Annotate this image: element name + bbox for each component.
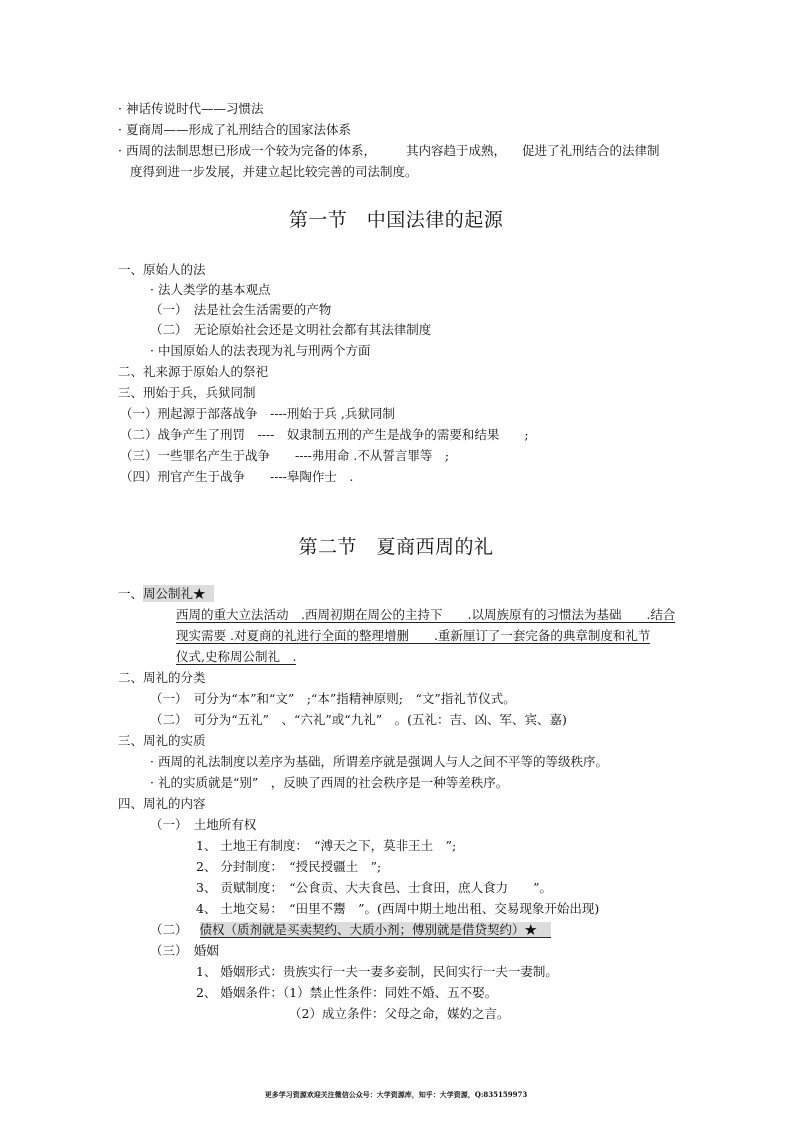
s2-paragraph-underlined-2: 现实需要 .对夏商的礼进行全面的整理增删 .重新厘订了一套完备的典章制度和礼节	[176, 628, 651, 643]
s2-heading-essence: 三、周礼的实质	[118, 733, 206, 748]
section-1-title: 第一节 中国法律的起源	[288, 209, 504, 231]
s2-classification-2: （二） 可分为“五礼” 、“六礼”或“九礼” 。(五礼：吉、凶、军、宾、嘉)	[150, 712, 567, 727]
intro-line-part-1: · 西周的法制思想已形成一个较为完备的体系，	[118, 143, 376, 158]
s1-heading-primitive-law: 一、原始人的法	[118, 262, 206, 277]
intro-line-part-2: 其内容趋于成熟，	[405, 143, 506, 158]
s1-ritual-and-punishment: · 中国原始人的法表现为礼与刑两个方面	[150, 343, 371, 358]
s2-essence-2: · 礼的实质就是“别” ，反映了西周的社会秩序是一种等差秩序。	[150, 775, 509, 790]
s1-heading-punishment-origin: 三、刑始于兵，兵狱同制	[118, 385, 256, 400]
s2-heading-duke-zhou	[118, 586, 214, 602]
s1-punishment-item-1: （一）刑起源于部落战争 ----刑始于兵 ,兵狱同制	[120, 406, 395, 421]
s2-heading-classification: 二、周礼的分类	[118, 670, 206, 685]
s2-heading-number: 一、	[118, 586, 144, 601]
s2-marriage-item-1: 1、 婚姻形式：贵族实行一夫一妻多妾制，民间实行一夫一妻制。	[196, 964, 558, 979]
s2-marriage-item-3: （2）成立条件：父母之命，媒妁之言。	[289, 1006, 510, 1021]
s2-heading-highlight: 周公制礼★	[143, 585, 214, 602]
s1-heading-ritual-origin: 二、礼来源于原始人的祭祀	[118, 364, 269, 379]
s2-land-item-4: 4、 土地交易： “田里不鬻 ”。(西周中期土地出租、交易现象开始出现)	[196, 901, 600, 916]
section-2-title: 第二节 夏商西周的礼	[298, 536, 494, 558]
s2-essence-1: · 西周的礼法制度以差序为基础，所谓差序就是强调人与人之间不平等的等级秩序。	[150, 754, 608, 769]
page-footer: 更多学习资源欢迎关注微信公众号：大学资源库，知乎：大学资源，Q:835159973	[264, 1090, 528, 1099]
s2-content-land: （一） 土地所有权	[150, 817, 257, 832]
s2-content-marriage: （三） 婚姻	[150, 943, 219, 958]
s1-anthropology-view: · 法人类学的基本观点	[150, 282, 271, 297]
s2-land-item-2: 2、 分封制度： “授民授疆土 ”;	[196, 859, 382, 874]
intro-line-myth: · 神话传说时代——习惯法	[118, 101, 264, 116]
s2-land-item-3: 3、 贡赋制度： “公食贡、大夫食邑、士食田，庶人食力 ”。	[196, 880, 552, 895]
s2-marriage-item-2: 2、 婚姻条件：（1）禁止性条件：同姓不婚、五不娶。	[196, 985, 498, 1000]
s1-punishment-item-4: （四）刑官产生于战争 ----皋陶作士 .	[120, 469, 354, 484]
s2-debt-highlight: 债权（质剂就是买卖契约、大质小剂；傅别就是借贷契约）★	[200, 922, 552, 938]
intro-line-continued: 度得到进一步发展，并建立起比较完善的司法制度。	[130, 164, 418, 179]
s2-land-item-1: 1、 土地王有制度： “溥天之下，莫非王土 ”;	[196, 838, 457, 853]
s2-heading-content: 四、周礼的内容	[118, 796, 206, 811]
s2-paragraph-line-1	[176, 607, 675, 623]
s2-classification-1: （一） 可分为“本”和“文” ;“本”指精神原则; “文”指礼节仪式。	[150, 691, 516, 706]
s1-punishment-item-3: （三）一些罪名产生于战争 ----弗用命 .不从誓言罪等 ;	[120, 448, 450, 463]
s1-item-2: （二） 无论原始社会还是文明社会都有其法律制度	[150, 322, 432, 337]
s2-content-debt	[150, 922, 551, 938]
s2-paragraph-underlined-1: 西周的重大立法活动 .西周初期在周公的主持下 .以周族原有的习惯法为基础 .结合	[176, 607, 676, 622]
s2-debt-number: （二）	[150, 922, 188, 937]
s1-item-1: （一） 法是社会生活需要的产物	[150, 302, 332, 317]
s2-paragraph-line-3	[176, 649, 296, 665]
s1-punishment-item-2: （二）战争产生了刑罚 ---- 奴隶制五刑的产生是战争的需要和结果 ;	[120, 427, 529, 442]
s2-paragraph-line-2	[176, 628, 650, 644]
intro-line-western-zhou	[118, 143, 659, 159]
s2-paragraph-underlined-3: 仪式,史称周公制礼 .	[176, 649, 297, 664]
intro-line-xia-shang-zhou: · 夏商周——形成了礼刑结合的国家法体系	[118, 122, 351, 137]
intro-line-part-3: 促进了礼刑结合的法律制	[521, 143, 660, 158]
